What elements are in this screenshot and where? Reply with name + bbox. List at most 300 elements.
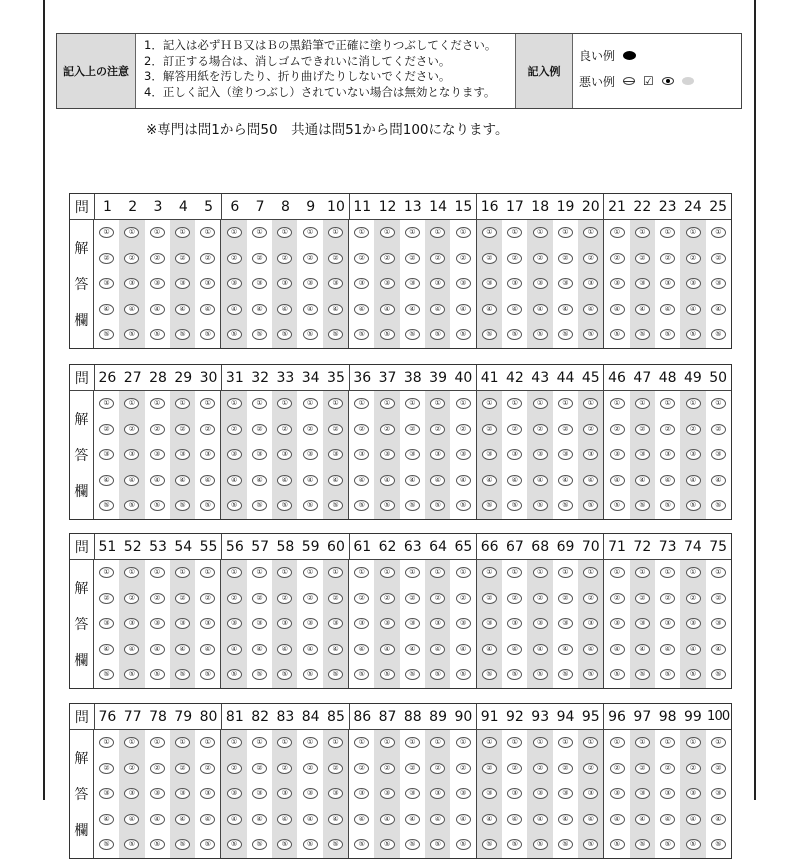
choice-bubble[interactable]: ② (277, 424, 292, 435)
choice-bubble[interactable]: ① (380, 737, 395, 748)
choice-bubble[interactable]: ② (686, 593, 701, 604)
choice-bubble[interactable]: ⑤ (482, 669, 497, 680)
choice-bubble[interactable]: ① (405, 567, 420, 578)
choice-bubble[interactable]: ① (507, 567, 522, 578)
choice-bubble[interactable]: ③ (635, 618, 650, 629)
choice-bubble[interactable]: ① (150, 398, 165, 409)
choice-bubble[interactable]: ④ (175, 814, 190, 825)
choice-bubble[interactable]: ④ (303, 475, 318, 486)
choice-bubble[interactable]: ③ (430, 618, 445, 629)
choice-bubble[interactable]: ④ (200, 814, 215, 825)
choice-bubble[interactable]: ⑤ (456, 839, 471, 850)
choice-bubble[interactable]: ⑤ (303, 500, 318, 511)
choice-bubble[interactable]: ③ (660, 618, 675, 629)
choice-bubble[interactable]: ③ (583, 278, 598, 289)
choice-bubble[interactable]: ⑤ (711, 669, 726, 680)
choice-bubble[interactable]: ④ (533, 475, 548, 486)
choice-bubble[interactable]: ② (150, 593, 165, 604)
choice-bubble[interactable]: ① (686, 737, 701, 748)
choice-bubble[interactable]: ④ (558, 644, 573, 655)
choice-bubble[interactable]: ③ (660, 788, 675, 799)
choice-bubble[interactable]: ③ (482, 788, 497, 799)
choice-bubble[interactable]: ⑤ (686, 500, 701, 511)
choice-bubble[interactable]: ④ (482, 814, 497, 825)
choice-bubble[interactable]: ③ (686, 449, 701, 460)
choice-bubble[interactable]: ② (354, 424, 369, 435)
choice-bubble[interactable]: ⑤ (430, 839, 445, 850)
choice-bubble[interactable]: ③ (277, 278, 292, 289)
choice-bubble[interactable]: ① (456, 398, 471, 409)
choice-bubble[interactable]: ② (507, 253, 522, 264)
choice-bubble[interactable]: ② (405, 763, 420, 774)
choice-bubble[interactable]: ③ (456, 618, 471, 629)
choice-bubble[interactable]: ④ (200, 644, 215, 655)
choice-bubble[interactable]: ⑤ (380, 669, 395, 680)
choice-bubble[interactable]: ③ (150, 788, 165, 799)
choice-bubble[interactable]: ① (660, 398, 675, 409)
choice-bubble[interactable]: ④ (686, 304, 701, 315)
choice-bubble[interactable]: ① (303, 737, 318, 748)
choice-bubble[interactable]: ① (583, 227, 598, 238)
choice-bubble[interactable]: ① (686, 227, 701, 238)
choice-bubble[interactable]: ④ (252, 304, 267, 315)
choice-bubble[interactable]: ② (405, 424, 420, 435)
choice-bubble[interactable]: ③ (711, 449, 726, 460)
choice-bubble[interactable]: ⑤ (354, 669, 369, 680)
choice-bubble[interactable]: ③ (227, 618, 242, 629)
choice-bubble[interactable]: ④ (558, 475, 573, 486)
choice-bubble[interactable]: ② (99, 424, 114, 435)
choice-bubble[interactable]: ④ (303, 814, 318, 825)
choice-bubble[interactable]: ① (227, 227, 242, 238)
choice-bubble[interactable]: ① (200, 227, 215, 238)
choice-bubble[interactable]: ① (558, 567, 573, 578)
choice-bubble[interactable]: ① (124, 398, 139, 409)
choice-bubble[interactable]: ③ (482, 449, 497, 460)
choice-bubble[interactable]: ⑤ (635, 500, 650, 511)
choice-bubble[interactable]: ⑤ (660, 669, 675, 680)
choice-bubble[interactable]: ② (558, 253, 573, 264)
choice-bubble[interactable]: ⑤ (124, 329, 139, 340)
choice-bubble[interactable]: ⑤ (507, 839, 522, 850)
choice-bubble[interactable]: ① (354, 737, 369, 748)
choice-bubble[interactable]: ④ (430, 304, 445, 315)
choice-bubble[interactable]: ① (533, 567, 548, 578)
choice-bubble[interactable]: ③ (328, 449, 343, 460)
choice-bubble[interactable]: ② (660, 763, 675, 774)
choice-bubble[interactable]: ③ (175, 278, 190, 289)
choice-bubble[interactable]: ② (686, 424, 701, 435)
choice-bubble[interactable]: ⑤ (430, 500, 445, 511)
choice-bubble[interactable]: ① (686, 567, 701, 578)
choice-bubble[interactable]: ② (200, 593, 215, 604)
choice-bubble[interactable]: ⑤ (200, 669, 215, 680)
choice-bubble[interactable]: ① (660, 567, 675, 578)
choice-bubble[interactable]: ④ (380, 304, 395, 315)
choice-bubble[interactable]: ② (124, 593, 139, 604)
choice-bubble[interactable]: ② (711, 424, 726, 435)
choice-bubble[interactable]: ① (354, 227, 369, 238)
choice-bubble[interactable]: ② (380, 763, 395, 774)
choice-bubble[interactable]: ② (303, 593, 318, 604)
choice-bubble[interactable]: ⑤ (635, 329, 650, 340)
choice-bubble[interactable]: ① (456, 567, 471, 578)
choice-bubble[interactable]: ① (583, 567, 598, 578)
choice-bubble[interactable]: ⑤ (558, 839, 573, 850)
choice-bubble[interactable]: ⑤ (558, 669, 573, 680)
choice-bubble[interactable]: ② (430, 424, 445, 435)
choice-bubble[interactable]: ⑤ (124, 500, 139, 511)
choice-bubble[interactable]: ④ (252, 814, 267, 825)
choice-bubble[interactable]: ② (354, 253, 369, 264)
choice-bubble[interactable]: ④ (660, 304, 675, 315)
choice-bubble[interactable]: ④ (456, 814, 471, 825)
choice-bubble[interactable]: ⑤ (328, 669, 343, 680)
choice-bubble[interactable]: ④ (405, 304, 420, 315)
choice-bubble[interactable]: ③ (303, 449, 318, 460)
choice-bubble[interactable]: ④ (99, 475, 114, 486)
choice-bubble[interactable]: ① (456, 737, 471, 748)
choice-bubble[interactable]: ④ (583, 644, 598, 655)
choice-bubble[interactable]: ④ (482, 644, 497, 655)
choice-bubble[interactable]: ③ (635, 278, 650, 289)
choice-bubble[interactable]: ③ (635, 788, 650, 799)
choice-bubble[interactable]: ③ (686, 618, 701, 629)
choice-bubble[interactable]: ① (252, 398, 267, 409)
choice-bubble[interactable]: ③ (124, 618, 139, 629)
choice-bubble[interactable]: ④ (380, 475, 395, 486)
choice-bubble[interactable]: ③ (252, 278, 267, 289)
choice-bubble[interactable]: ④ (507, 304, 522, 315)
choice-bubble[interactable]: ⑤ (354, 329, 369, 340)
choice-bubble[interactable]: ④ (328, 304, 343, 315)
choice-bubble[interactable]: ② (354, 763, 369, 774)
choice-bubble[interactable]: ① (303, 567, 318, 578)
choice-bubble[interactable]: ⑤ (150, 839, 165, 850)
choice-bubble[interactable]: ④ (328, 814, 343, 825)
choice-bubble[interactable]: ④ (660, 644, 675, 655)
choice-bubble[interactable]: ④ (175, 475, 190, 486)
choice-bubble[interactable]: ② (150, 253, 165, 264)
choice-bubble[interactable]: ⑤ (252, 500, 267, 511)
choice-bubble[interactable]: ② (686, 253, 701, 264)
choice-bubble[interactable]: ④ (380, 814, 395, 825)
choice-bubble[interactable]: ⑤ (430, 669, 445, 680)
choice-bubble[interactable]: ① (124, 737, 139, 748)
choice-bubble[interactable]: ② (430, 593, 445, 604)
choice-bubble[interactable]: ⑤ (200, 839, 215, 850)
choice-bubble[interactable]: ④ (660, 475, 675, 486)
choice-bubble[interactable]: ③ (99, 449, 114, 460)
choice-bubble[interactable]: ④ (405, 475, 420, 486)
choice-bubble[interactable]: ① (430, 398, 445, 409)
choice-bubble[interactable]: ④ (635, 814, 650, 825)
choice-bubble[interactable]: ① (354, 398, 369, 409)
choice-bubble[interactable]: ① (175, 737, 190, 748)
choice-bubble[interactable]: ③ (558, 278, 573, 289)
choice-bubble[interactable]: ② (303, 763, 318, 774)
choice-bubble[interactable]: ⑤ (686, 329, 701, 340)
choice-bubble[interactable]: ② (252, 763, 267, 774)
choice-bubble[interactable]: ⑤ (227, 500, 242, 511)
choice-bubble[interactable]: ⑤ (533, 669, 548, 680)
choice-bubble[interactable]: ⑤ (405, 669, 420, 680)
choice-bubble[interactable]: ② (533, 253, 548, 264)
choice-bubble[interactable]: ② (252, 253, 267, 264)
choice-bubble[interactable]: ① (99, 567, 114, 578)
choice-bubble[interactable]: ⑤ (252, 839, 267, 850)
choice-bubble[interactable]: ④ (610, 644, 625, 655)
choice-bubble[interactable]: ⑤ (456, 669, 471, 680)
choice-bubble[interactable]: ③ (252, 449, 267, 460)
choice-bubble[interactable]: ④ (507, 644, 522, 655)
choice-bubble[interactable]: ③ (583, 449, 598, 460)
choice-bubble[interactable]: ① (124, 227, 139, 238)
choice-bubble[interactable]: ① (99, 737, 114, 748)
choice-bubble[interactable]: ⑤ (558, 500, 573, 511)
choice-bubble[interactable]: ② (610, 763, 625, 774)
choice-bubble[interactable]: ⑤ (175, 669, 190, 680)
choice-bubble[interactable]: ③ (99, 618, 114, 629)
choice-bubble[interactable]: ⑤ (583, 500, 598, 511)
choice-bubble[interactable]: ② (277, 593, 292, 604)
choice-bubble[interactable]: ⑤ (328, 839, 343, 850)
choice-bubble[interactable]: ② (456, 763, 471, 774)
choice-bubble[interactable]: ① (200, 398, 215, 409)
choice-bubble[interactable]: ④ (660, 814, 675, 825)
choice-bubble[interactable]: ⑤ (507, 669, 522, 680)
choice-bubble[interactable]: ② (507, 424, 522, 435)
choice-bubble[interactable]: ④ (227, 814, 242, 825)
choice-bubble[interactable]: ④ (405, 814, 420, 825)
choice-bubble[interactable]: ④ (686, 644, 701, 655)
choice-bubble[interactable]: ① (380, 398, 395, 409)
choice-bubble[interactable]: ⑤ (380, 500, 395, 511)
choice-bubble[interactable]: ② (635, 763, 650, 774)
choice-bubble[interactable]: ⑤ (610, 669, 625, 680)
choice-bubble[interactable]: ② (124, 253, 139, 264)
choice-bubble[interactable]: ③ (507, 278, 522, 289)
choice-bubble[interactable]: ⑤ (405, 329, 420, 340)
choice-bubble[interactable]: ⑤ (507, 500, 522, 511)
choice-bubble[interactable]: ③ (558, 618, 573, 629)
choice-bubble[interactable]: ⑤ (482, 839, 497, 850)
choice-bubble[interactable]: ④ (175, 304, 190, 315)
choice-bubble[interactable]: ⑤ (711, 839, 726, 850)
choice-bubble[interactable]: ⑤ (354, 839, 369, 850)
choice-bubble[interactable]: ③ (635, 449, 650, 460)
choice-bubble[interactable]: ④ (328, 475, 343, 486)
choice-bubble[interactable]: ③ (200, 278, 215, 289)
choice-bubble[interactable]: ③ (507, 788, 522, 799)
choice-bubble[interactable]: ④ (533, 814, 548, 825)
choice-bubble[interactable]: ⑤ (277, 329, 292, 340)
choice-bubble[interactable]: ③ (711, 618, 726, 629)
choice-bubble[interactable]: ④ (99, 304, 114, 315)
choice-bubble[interactable]: ② (380, 593, 395, 604)
choice-bubble[interactable]: ④ (277, 644, 292, 655)
choice-bubble[interactable]: ① (277, 737, 292, 748)
choice-bubble[interactable]: ② (200, 253, 215, 264)
choice-bubble[interactable]: ① (405, 227, 420, 238)
choice-bubble[interactable]: ① (482, 398, 497, 409)
choice-bubble[interactable]: ④ (252, 644, 267, 655)
choice-bubble[interactable]: ② (610, 253, 625, 264)
choice-bubble[interactable]: ③ (277, 449, 292, 460)
choice-bubble[interactable]: ④ (354, 304, 369, 315)
choice-bubble[interactable]: ③ (200, 449, 215, 460)
choice-bubble[interactable]: ① (328, 398, 343, 409)
choice-bubble[interactable]: ③ (430, 788, 445, 799)
choice-bubble[interactable]: ② (227, 253, 242, 264)
choice-bubble[interactable]: ⑤ (583, 839, 598, 850)
choice-bubble[interactable]: ③ (430, 449, 445, 460)
choice-bubble[interactable]: ① (430, 737, 445, 748)
choice-bubble[interactable]: ① (227, 567, 242, 578)
choice-bubble[interactable]: ⑤ (482, 329, 497, 340)
choice-bubble[interactable]: ② (660, 593, 675, 604)
choice-bubble[interactable]: ⑤ (583, 329, 598, 340)
choice-bubble[interactable]: ⑤ (303, 669, 318, 680)
choice-bubble[interactable]: ④ (200, 475, 215, 486)
choice-bubble[interactable]: ③ (686, 278, 701, 289)
choice-bubble[interactable]: ⑤ (277, 669, 292, 680)
choice-bubble[interactable]: ⑤ (711, 500, 726, 511)
choice-bubble[interactable]: ④ (227, 304, 242, 315)
choice-bubble[interactable]: ① (610, 567, 625, 578)
choice-bubble[interactable]: ④ (686, 814, 701, 825)
choice-bubble[interactable]: ② (277, 763, 292, 774)
choice-bubble[interactable]: ② (558, 593, 573, 604)
choice-bubble[interactable]: ① (380, 567, 395, 578)
choice-bubble[interactable]: ② (99, 253, 114, 264)
choice-bubble[interactable]: ③ (558, 449, 573, 460)
choice-bubble[interactable]: ④ (380, 644, 395, 655)
choice-bubble[interactable]: ③ (303, 278, 318, 289)
choice-bubble[interactable]: ② (175, 424, 190, 435)
choice-bubble[interactable]: ① (150, 737, 165, 748)
choice-bubble[interactable]: ⑤ (635, 669, 650, 680)
choice-bubble[interactable]: ① (328, 737, 343, 748)
choice-bubble[interactable]: ③ (124, 449, 139, 460)
choice-bubble[interactable]: ④ (610, 475, 625, 486)
choice-bubble[interactable]: ② (328, 763, 343, 774)
choice-bubble[interactable]: ③ (610, 618, 625, 629)
choice-bubble[interactable]: ④ (277, 475, 292, 486)
choice-bubble[interactable]: ④ (507, 814, 522, 825)
choice-bubble[interactable]: ③ (150, 278, 165, 289)
choice-bubble[interactable]: ③ (380, 618, 395, 629)
choice-bubble[interactable]: ③ (380, 788, 395, 799)
choice-bubble[interactable]: ① (277, 398, 292, 409)
choice-bubble[interactable]: ② (558, 424, 573, 435)
choice-bubble[interactable]: ⑤ (227, 329, 242, 340)
choice-bubble[interactable]: ③ (227, 278, 242, 289)
choice-bubble[interactable]: ③ (482, 278, 497, 289)
choice-bubble[interactable]: ③ (583, 618, 598, 629)
choice-bubble[interactable]: ③ (660, 278, 675, 289)
choice-bubble[interactable]: ① (150, 227, 165, 238)
choice-bubble[interactable]: ③ (533, 449, 548, 460)
choice-bubble[interactable]: ④ (99, 644, 114, 655)
choice-bubble[interactable]: ① (635, 227, 650, 238)
choice-bubble[interactable]: ⑤ (175, 500, 190, 511)
choice-bubble[interactable]: ③ (328, 278, 343, 289)
choice-bubble[interactable]: ⑤ (200, 500, 215, 511)
choice-bubble[interactable]: ② (507, 763, 522, 774)
choice-bubble[interactable]: ① (227, 737, 242, 748)
choice-bubble[interactable]: ② (686, 763, 701, 774)
choice-bubble[interactable]: ③ (175, 449, 190, 460)
choice-bubble[interactable]: ② (583, 253, 598, 264)
choice-bubble[interactable]: ① (277, 567, 292, 578)
choice-bubble[interactable]: ① (635, 567, 650, 578)
choice-bubble[interactable]: ⑤ (252, 669, 267, 680)
choice-bubble[interactable]: ⑤ (533, 839, 548, 850)
choice-bubble[interactable]: ① (533, 227, 548, 238)
choice-bubble[interactable]: ⑤ (482, 500, 497, 511)
choice-bubble[interactable]: ① (610, 737, 625, 748)
choice-bubble[interactable]: ④ (533, 304, 548, 315)
choice-bubble[interactable]: ① (507, 398, 522, 409)
choice-bubble[interactable]: ② (482, 763, 497, 774)
choice-bubble[interactable]: ④ (610, 304, 625, 315)
choice-bubble[interactable]: ④ (99, 814, 114, 825)
choice-bubble[interactable]: ① (430, 227, 445, 238)
choice-bubble[interactable]: ② (328, 593, 343, 604)
choice-bubble[interactable]: ② (610, 593, 625, 604)
choice-bubble[interactable]: ③ (405, 449, 420, 460)
choice-bubble[interactable]: ③ (430, 278, 445, 289)
choice-bubble[interactable]: ③ (124, 278, 139, 289)
choice-bubble[interactable]: ④ (227, 475, 242, 486)
choice-bubble[interactable]: ⑤ (711, 329, 726, 340)
choice-bubble[interactable]: ③ (200, 618, 215, 629)
choice-bubble[interactable]: ④ (711, 304, 726, 315)
choice-bubble[interactable]: ② (380, 253, 395, 264)
choice-bubble[interactable]: ① (252, 737, 267, 748)
choice-bubble[interactable]: ④ (686, 475, 701, 486)
choice-bubble[interactable]: ③ (175, 788, 190, 799)
choice-bubble[interactable]: ⑤ (328, 329, 343, 340)
choice-bubble[interactable]: ④ (430, 644, 445, 655)
choice-bubble[interactable]: ② (124, 424, 139, 435)
choice-bubble[interactable]: ④ (354, 644, 369, 655)
choice-bubble[interactable]: ② (533, 763, 548, 774)
choice-bubble[interactable]: ④ (328, 644, 343, 655)
choice-bubble[interactable]: ④ (430, 814, 445, 825)
choice-bubble[interactable]: ④ (456, 304, 471, 315)
choice-bubble[interactable]: ① (583, 398, 598, 409)
choice-bubble[interactable]: ⑤ (175, 839, 190, 850)
choice-bubble[interactable]: ④ (711, 475, 726, 486)
choice-bubble[interactable]: ② (227, 763, 242, 774)
choice-bubble[interactable]: ① (533, 398, 548, 409)
choice-bubble[interactable]: ④ (124, 304, 139, 315)
choice-bubble[interactable]: ④ (711, 814, 726, 825)
choice-bubble[interactable]: ① (507, 737, 522, 748)
choice-bubble[interactable]: ② (200, 763, 215, 774)
choice-bubble[interactable]: ② (124, 763, 139, 774)
choice-bubble[interactable]: ② (635, 593, 650, 604)
choice-bubble[interactable]: ① (303, 398, 318, 409)
choice-bubble[interactable]: ⑤ (124, 839, 139, 850)
choice-bubble[interactable]: ③ (380, 449, 395, 460)
choice-bubble[interactable]: ② (328, 253, 343, 264)
choice-bubble[interactable]: ③ (533, 278, 548, 289)
choice-bubble[interactable]: ③ (175, 618, 190, 629)
choice-bubble[interactable]: ③ (583, 788, 598, 799)
